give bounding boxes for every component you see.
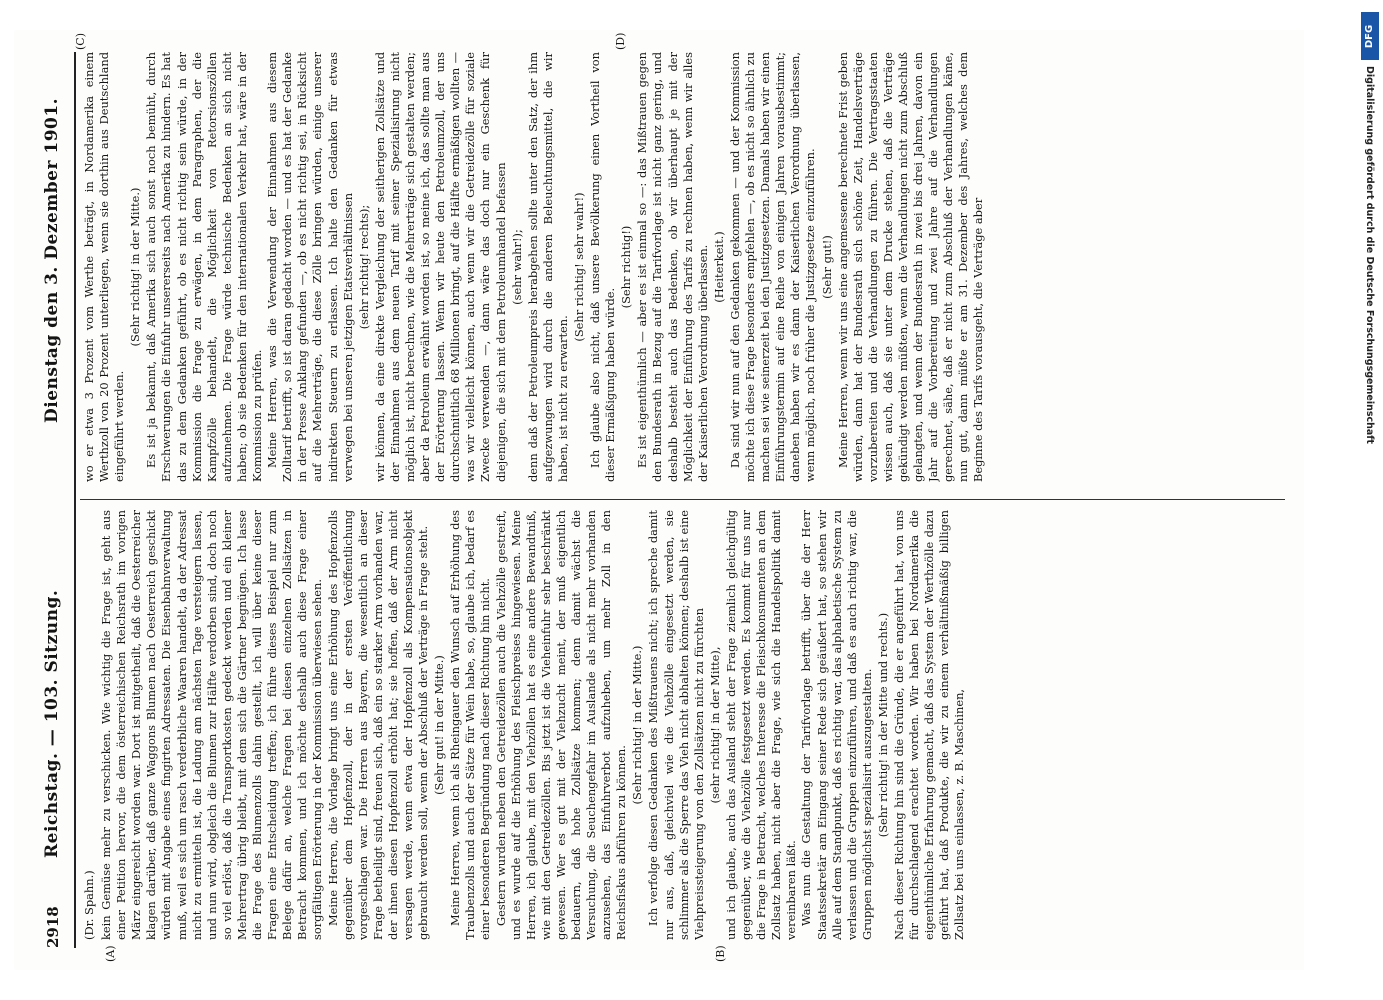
dfg-sidebar (1359, 6, 1381, 996)
paragraph: Gestern wurden neben den Getreidezöllen auch die Viehzölle gestreift, und es wurde auf die Erhöhung des Fleischpreises hingewiesen. Meine Herren, ich glaube, mit den Viehzöllen hat es eine andere Bewandtniß, wie mit den Getreidezöllen. Bis jetzt ist die Vieheinfuhr sehr beschränkt gewesen. Wer es gut mit der Viehzucht meint, der muß eigentlich bedauern, daß hohe Zollsätze kommen; denn damit wächst die Versuchung, die Seuchengefahr im Auslande als nicht mehr vorhanden anzusehen, das Einfuhrverbot aufzuheben, um mehr Zoll in den Reichsfiskus abführen zu können. (493, 510, 629, 940)
margin-marker-b: (B) (714, 945, 727, 962)
paragraph: wir können, da eine direkte Vergleichung der seitherigen Zollsätze und der Einnahmen aus dem neuen Tarif mit seiner Spezialisirung nicht möglich ist, nicht berechnen, wie die Mehrerträge sich gestalten werden; aber da Petroleum erwähnt worden ist, so meine ich, das sollte man aus der Erörterung lassen. Wenn wir heute den Petroleumzoll, der uns durchschnittlich 68 Millionen bringt, auf die Hälfte ermäßigen wollten — was wir vielleicht können, auch wenn wir die Getreidezölle für soziale Zwecke verwenden —, dann wäre das doch nur ein Geschenk für diejenigen, die sich mit dem Petroleumhandel befassen (372, 52, 508, 482)
interjection: (Sehr gut!) (819, 235, 834, 299)
interjection: (Sehr richtig!) (619, 225, 634, 309)
paragraph: Es ist eigenthümlich — aber es ist einmal so —: das Mißtrauen gegen den Bundesrath in Bezug auf die Tarifvorlage ist nicht ganz gering, und deshalb besteht auch das Bedenken, ob wir überhaupt je mit der Möglichkeit der Einführung des Tarifs zu rechnen haben, wenn wir alles der Kaiserlichen Verordnung überlassen. (635, 52, 710, 482)
header-date-title: Dienstag den 3. Dezember 1901. (42, 97, 62, 423)
paragraph: Da sind wir nun auf den Gedanken gekommen — und der Kommission möchte ich diese Frage besonders empfehlen —, ob es nicht so ähnlich zu machen sei wie seinerzeit bei den Justizgesetzen. Damals haben wir einen Einführungstermin auf eine Reihe von einigen Jahren vorausbestimmt; daneben haben wir es dann der Kaiserlichen Verordnung überlassen, wenn möglich, noch früher die Justizgesetze einzuführen. (727, 52, 818, 482)
paragraph: Was nun die Gestaltung der Tarifvorlage betrifft, über die der Herr Staatssekretär am Eingang seiner Rede sich geäußert hat, so stehen wir Alle auf dem Standpunkt, daß es richtig war, das alphabetische System zu verlassen und die Gruppen einzuführen, und daß es auch richtig war, die Gruppen möglichst spezialisirt auszugestalten. (799, 510, 874, 940)
paragraph: Meine Herren, wenn ich als Rheingauer den Wunsch auf Erhöhung des Traubenzolls und auch der Sätze für Wein habe, so, glaube ich, bedarf es einer besonderen Begründung nach dieser Richtung hin nicht. (448, 510, 493, 940)
paragraph: Ich glaube also nicht, daß unsere Bevölkerung einen Vortheil von dieser Ermäßigung haben würde. (588, 52, 618, 482)
funding-notice: Digitalisierung gefördert durch die Deutsche Forschungsgemeinschaft (1364, 66, 1375, 444)
paragraph: denn daß der Petroleumpreis herabgehen sollte unter den Satz, der ihm aufgezwungen wird durch die anderen Beleuchtungsmittel, die wir haben, ist nicht zu erwarten. (525, 52, 570, 482)
paragraph: wo er etwa 3 Prozent vom Werthe beträgt, in Nordamerika einem Werthzoll von 20 Prozent unterliegen, wenn sie dorthin aus Deutschland eingeführt werden. (82, 52, 127, 482)
right-text-column (82, 52, 1287, 482)
newspaper-page (14, 30, 1304, 970)
margin-marker-c: (C) (74, 33, 87, 50)
column-divider (80, 499, 1285, 500)
interjection: (Sehr gut! in der Mitte.) (432, 655, 447, 795)
interjection: (Sehr richtig! sehr wahr!) (572, 192, 586, 342)
paragraph: Es ist ja bekannt, daß Amerika sich auch sonst noch bemüht, durch Erschwerungen die Einfuhr unsererseits nach Amerika zu hindern. Es hat das zu dem Gedanken geführt, ob es nicht richtig sein würde, in der Kommission die Frage zu erwägen, in dem Paragraphen, der die Kampfzölle behandelt, die Möglichkeit von Retorsionszöllen aufzunehmen. Die Frage würde technische Bedenken an sich nicht haben; ob sie Bedenken für den internationalen Verkehr hat, wäre in der Kommission zu prüfen. (144, 52, 265, 482)
interjection: (Sehr richtig! in der Mitte.) (630, 645, 645, 805)
page-number: 2918 (44, 906, 62, 948)
paragraph: Ich verfolge diesen Gedanken des Mißtrauens nicht; ich spreche damit nur aus, daß, gleichviel wie die Viehzölle eingesetzt werden, sie schlimmer als die Sperre das Vieh nicht abhalten können; deshalb ist eine Viehpreissteigerung von den Zollsätzen nicht zu fürchten (646, 510, 706, 940)
margin-marker-a: (A) (104, 945, 117, 962)
margin-marker-d: (D) (614, 32, 627, 50)
header-session-title: Reichstag. — 103. Sitzung. (42, 589, 62, 858)
interjection: (sehr richtig! in der Mitte), (707, 646, 722, 804)
interjection: (Sehr richtig! in der Mitte und rechts.) (875, 612, 890, 838)
interjection: (sehr richtig! rechts); (356, 204, 371, 330)
page-header (38, 52, 76, 948)
interjection: (Heiterkeit.) (711, 231, 726, 303)
interjection: (sehr wahr!); (509, 229, 524, 305)
interjection: (Sehr richtig! in der Mitte.) (128, 187, 143, 347)
paragraph: kein Gemüse mehr zu verschicken. Wie wichtig die Frage ist, geht aus einer Petition hervor, die dem österreichischen Reichsrath im vorigen März eingereicht worden war. Dort ist mitgetheilt, daß die Oesterreicher klagen darüber, daß ganze Waggons Blumen nach Oesterreich geschickt würden mit Angabe eines fingirten Adressaten. Die Eisenbahnverwaltung muß, weil es sich um rasch verderbliche Waaren handelt, da der Adressat nicht zu ermitteln ist, die Ladung am nächsten Tage versteigern lassen, und nun wird, obgleich die Blumen zur Hälfte verdorben sind, doch noch so viel erlöst, daß die Transportkosten gedeckt werden und ein kleiner Mehrertrag übrig bleibt, mit dem sich die Gärtner begnügen. Ich lasse die Frage des Blumenzolls dahin gestellt, ich will über keine dieser Fragen eine Entscheidung treffen; ich führe dieses Beispiel nur zum Belege dafür an, welche Fragen bei diesen einzelnen Zollsätzen in Betracht kommen, und ich möchte deshalb auch diese Frage einer sorgfältigen Erörterung in der Kommission überwiesen sehen. (99, 510, 325, 940)
left-text-column (82, 510, 1287, 940)
speaker-label: (Dr. Spahn.) (82, 870, 96, 940)
dfg-logo: DFG (1361, 12, 1379, 60)
paragraph: Meine Herren, wenn wir uns eine angemessene berechnete Frist geben würden, dann hat der Bundesrath sich schöne Zeit, Handelsverträge vorzubereiten und die Verhandlungen zu führen. Die Vertragsstaaten wissen auch, daß sie unter dem Drucke stehen, daß die Verträge gekündigt werden müßten, wenn die Verhandlungen nicht zum Abschluß gelangten, und wenn der Bundesrath in zwei bis drei Jahren, davon ein Jahr auf die Vorbereitung und zwei Jahre auf die Verhandlungen gerechnet, sähe, daß er nicht zum Abschluß der Verhandlungen käme, nun gut, dann müßte er am 31. Dezember des Jahres, welches dem Beginne des Tarifs vorausgeht, die Verträge aber (835, 52, 986, 482)
paragraph: Meine Herren, was die Verwendung der Einnahmen aus diesem Zolltarif betrifft, so ist daran gedacht worden — und es hat der Gedanke in der Presse Anklang gefunden —, ob es nicht richtig sei, in Rücksicht auf die Mehrerträge, die diese Zölle bringen würden, einige unserer indirekten Steuern zu erlassen. Ich halte den Gedanken für etwas verwegen bei unseren jetzigen Etatsverhältnissen (265, 52, 355, 482)
paragraph: und ich glaube, auch das Ausland steht der Frage ziemlich gleichgültig gegenüber, wie die Viehzölle festgesetzt werden. Es kommt für uns nur die Frage in Betracht, welches Interesse die Fleischkonsumenten an dem Zollsatz haben, nicht aber die Frage, wie sich die Handelspolitik damit vereinbaren läßt. (723, 510, 799, 940)
paragraph: Nach dieser Richtung hin sind die Gründe, die er angeführt hat, von uns für durchschlagend erachtet worden. Wir haben bei Nordamerika die eigenthümliche Erfahrung gemacht, daß das System der Werthzölle dazu geführt hat, daß Produkte, die wir zu einem verhältnißmäßig billigen Zollsatz bei uns einlassen, z. B. Maschinen, (891, 510, 967, 940)
paragraph: Meine Herren, die Vorlage bringt uns eine Erhöhung des Hopfenzolls gegenüber dem Hopfenzoll, der in der ersten Veröffentlichung vorgeschlagen war. Die Herren aus Bayern, die wesentlich an dieser Frage betheiligt sind, freuen sich, daß ein so starker Arm vorhanden war, der ihnen diesen Hopfenzoll erhöht hat; sie hoffen, daß der Arm nicht versagen werde, wenn etwa der Hopfenzoll als Kompensationsobjekt gebraucht werden soll, wenn der Abschluß der Verträge in Frage steht. (325, 510, 431, 940)
